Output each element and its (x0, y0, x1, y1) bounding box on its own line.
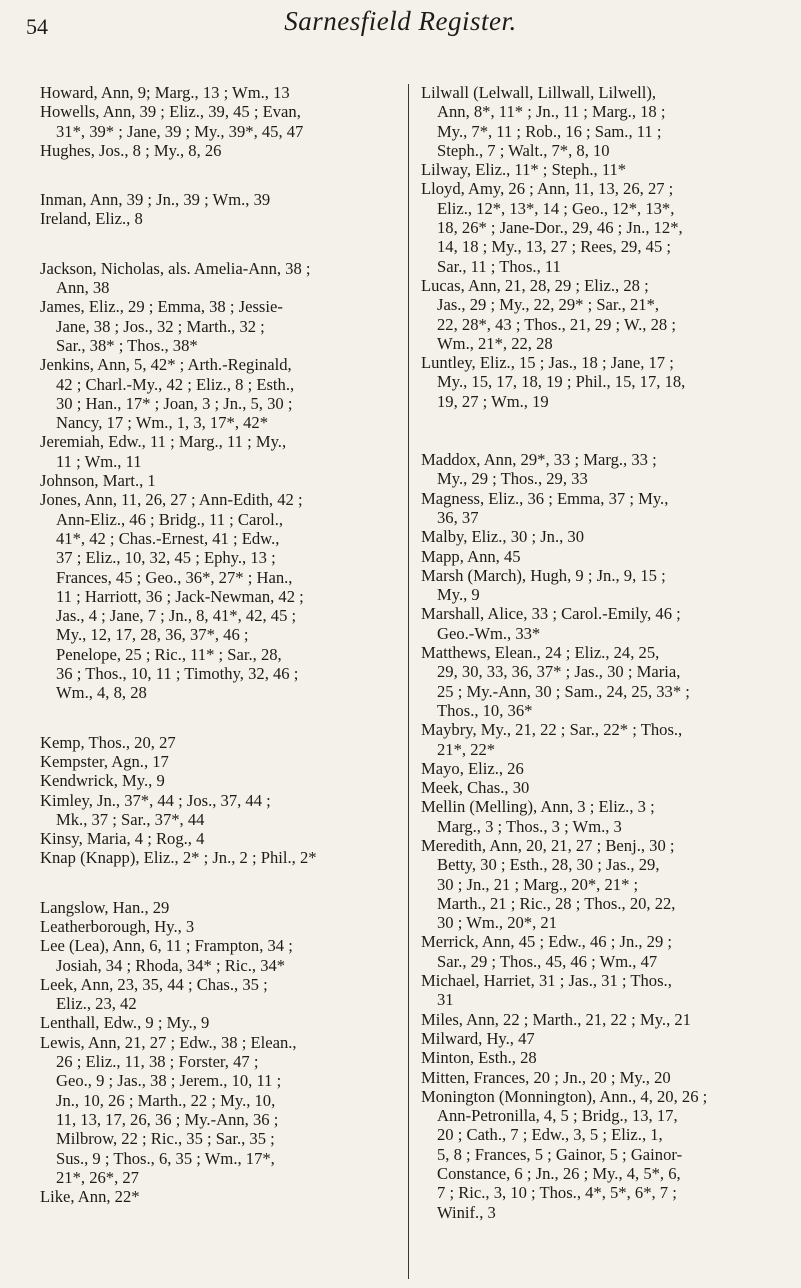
index-letter-group (421, 450, 766, 1222)
index-entry: Meredith, Ann, 20, 21, 27 ; Benj., 30 ; Betty, 30 ; Esth., 28, 30 ; Jas., 29, 30 ; Jn., 21 ; Marg., 20*, 21* ; Marth., 21 ; Ric., 28 ; Thos., 20, 22, 30 ; Wm., 20*, 21 (421, 835, 676, 933)
index-entry: Lilway, Eliz., 11* ; Steph., 11* (421, 160, 627, 180)
index-entry: Langslow, Han., 29 (40, 897, 170, 917)
index-entry: Monington (Monnington), Ann., 4, 20, 26 ; Ann-Petronilla, 4, 5 ; Bridg., 13, 17, 20 ; Cath., 7 ; Edw., 3, 5 ; Eliz., 1, 5, 8 ; Frances, 5 ; Gainor, 5 ; Gainor- Constance, 6 ; Jn., 26 ; My., 4, 5*, 6, 7 ; Ric., 3, 10 ; Thos., 4*, 5*, 6*, 7 ; Winif., 3 (421, 1086, 708, 1222)
column-divider (408, 84, 409, 1279)
index-entry: Marsh (March), Hugh, 9 ; Jn., 9, 15 ; My., 9 (421, 565, 666, 605)
index-letter-group (40, 733, 385, 868)
index-entry: Maybry, My., 21, 22 ; Sar., 22* ; Thos., 21*, 22* (421, 720, 683, 759)
index-entry: Leatherborough, Hy., 3 (40, 916, 195, 936)
index-entry: Jackson, Nicholas, als. Amelia-Ann, 38 ; Ann, 38 (40, 258, 311, 298)
index-entry: Mapp, Ann, 45 (421, 546, 521, 566)
index-entry: Maddox, Ann, 29*, 33 ; Marg., 33 ; My., 29 ; Thos., 29, 33 (421, 450, 657, 489)
index-column-right (421, 83, 766, 1261)
index-letter-group (421, 83, 766, 411)
index-entry: Luntley, Eliz., 15 ; Jas., 18 ; Jane, 17 ; My., 15, 17, 18, 19 ; Phil., 15, 17, 18, 19, 27 ; Wm., 19 (421, 353, 686, 411)
index-entry: Meek, Chas., 30 (421, 778, 530, 798)
index-entry: Kimley, Jn., 37*, 44 ; Jos., 37, 44 ; Mk., 37 ; Sar., 37*, 44 (40, 790, 271, 829)
index-entry: Hughes, Jos., 8 ; My., 8, 26 (40, 140, 222, 160)
index-entry: Ireland, Eliz., 8 (40, 209, 143, 229)
index-entry: Inman, Ann, 39 ; Jn., 39 ; Wm., 39 (40, 190, 271, 210)
index-entry: Howells, Ann, 39 ; Eliz., 39, 45 ; Evan, 31*, 39* ; Jane, 39 ; My., 39*, 45, 47 (40, 102, 304, 141)
index-entry: Malby, Eliz., 30 ; Jn., 30 (421, 527, 585, 547)
index-entry: Lewis, Ann, 21, 27 ; Edw., 38 ; Elean., 26 ; Eliz., 11, 38 ; Forster, 47 ; Geo., 9 ; Jas., 38 ; Jerem., 10, 11 ; Jn., 10, 26 ; Marth., 22 ; My., 10, 11, 13, 17, 26, 36 ; My.-Ann, 36 ; Milbrow, 22 ; Ric., 35 ; Sar., 35 ; Sus., 9 ; Thos., 6, 35 ; Wm., 17*, 21*, 26*, 27 (40, 1032, 297, 1187)
index-entry: James, Eliz., 29 ; Emma, 38 ; Jessie- Jane, 38 ; Jos., 32 ; Marth., 32 ; Sar., 38* ; Thos., 38* (40, 297, 283, 355)
index-entry: Kempster, Agn., 17 (40, 751, 169, 771)
index-entry: Kinsy, Maria, 4 ; Rog., 4 (40, 829, 205, 849)
index-entry: Knap (Knapp), Eliz., 2* ; Jn., 2 ; Phil., 2* (40, 848, 317, 868)
index-entry: Minton, Esth., 28 (421, 1048, 537, 1068)
index-entry: Lilwall (Lelwall, Lillwall, Lilwell), Ann, 8*, 11* ; Jn., 11 ; Marg., 18 ; My., 7*, 11 ; Rob., 16 ; Sam., 11 ; Steph., 7 ; Walt., 7*, 8, 10 (421, 83, 666, 160)
index-letter-group (40, 190, 385, 229)
index-entry: Matthews, Elean., 24 ; Eliz., 24, 25, 29, 30, 33, 36, 37* ; Jas., 30 ; Maria, 25 ; My.-Ann, 30 ; Sam., 24, 25, 33* ; Thos., 10, 36* (421, 643, 690, 720)
index-letter-group (40, 83, 385, 160)
index-entry: Jeremiah, Edw., 11 ; Marg., 11 ; My., 11 ; Wm., 11 (40, 432, 287, 471)
index-entry: Mitten, Frances, 20 ; Jn., 20 ; My., 20 (421, 1067, 671, 1087)
running-title: Sarnesfield Register. (284, 6, 517, 36)
index-entry: Lee (Lea), Ann, 6, 11 ; Frampton, 34 ; Josiah, 34 ; Rhoda, 34* ; Ric., 34* (40, 936, 293, 975)
index-entry: Magness, Eliz., 36 ; Emma, 37 ; My., 36, 37 (421, 488, 669, 527)
index-entry: Miles, Ann, 22 ; Marth., 21, 22 ; My., 21 (421, 1009, 691, 1029)
index-entry: Lloyd, Amy, 26 ; Ann, 11, 13, 26, 27 ; Eliz., 12*, 13*, 14 ; Geo., 12*, 13*, 18, 26* ; Jane-Dor., 29, 46 ; Jn., 12*, 14, 18 ; My., 13, 27 ; Rees, 29, 45 ; Sar., 11 ; Thos., 11 (421, 179, 683, 276)
index-column-left (40, 83, 385, 1236)
index-entry: Johnson, Mart., 1 (40, 471, 156, 491)
index-entry: Kemp, Thos., 20, 27 (40, 732, 176, 752)
index-entry: Lenthall, Edw., 9 ; My., 9 (40, 1013, 210, 1033)
index-entry: Leek, Ann, 23, 35, 44 ; Chas., 35 ; Eliz., 23, 42 (40, 974, 268, 1014)
index-letter-group (40, 259, 385, 703)
index-entry: Like, Ann, 22* (40, 1187, 140, 1207)
page-number: 54 (26, 14, 48, 39)
index-entry: Marshall, Alice, 33 ; Carol.-Emily, 46 ; Geo.-Wm., 33* (421, 604, 681, 643)
index-entry: Mellin (Melling), Ann, 3 ; Eliz., 3 ; Marg., 3 ; Thos., 3 ; Wm., 3 (421, 797, 655, 836)
index-letter-group (40, 898, 385, 1207)
index-entry: Jones, Ann, 11, 26, 27 ; Ann-Edith, 42 ; Ann-Eliz., 46 ; Bridg., 11 ; Carol., 41*, 42 ; Chas.-Ernest, 41 ; Edw., 37 ; Eliz., 10, 32, 45 ; Ephy., 13 ; Frances, 45 ; Geo., 36*, 27* ; Han., 11 ; Harriott, 36 ; Jack-Newman, 42 ; Jas., 4 ; Jane, 7 ; Jn., 8, 41*, 42, 45 ; My., 12, 17, 28, 36, 37*, 46 ; Penelope, 25 ; Ric., 11* ; Sar., 28, 36 ; Thos., 10, 11 ; Timothy, 32, 46 ; Wm., 4, 8, 28 (40, 490, 304, 703)
index-entry: Jenkins, Ann, 5, 42* ; Arth.-Reginald, 42 ; Charl.-My., 42 ; Eliz., 8 ; Esth., 30 ; Han., 17* ; Joan, 3 ; Jn., 5, 30 ; Nancy, 17 ; Wm., 1, 3, 17*, 42* (40, 355, 295, 433)
index-entry: Kendwrick, My., 9 (40, 771, 165, 791)
index-entry: Merrick, Ann, 45 ; Edw., 46 ; Jn., 29 ; Sar., 29 ; Thos., 45, 46 ; Wm., 47 (421, 932, 673, 971)
index-entry: Mayo, Eliz., 26 (421, 758, 524, 778)
index-entry: Howard, Ann, 9; Marg., 13 ; Wm., 13 (40, 83, 290, 102)
page-header (0, 0, 801, 80)
index-entry: Michael, Harriet, 31 ; Jas., 31 ; Thos., 31 (421, 971, 672, 1010)
index-entry: Lucas, Ann, 21, 28, 29 ; Eliz., 28 ; Jas., 29 ; My., 22, 29* ; Sar., 21*, 22, 28*, 43 ; Thos., 21, 29 ; W., 28 ; Wm., 21*, 22, 28 (421, 275, 676, 353)
index-entry: Milward, Hy., 47 (421, 1028, 535, 1048)
